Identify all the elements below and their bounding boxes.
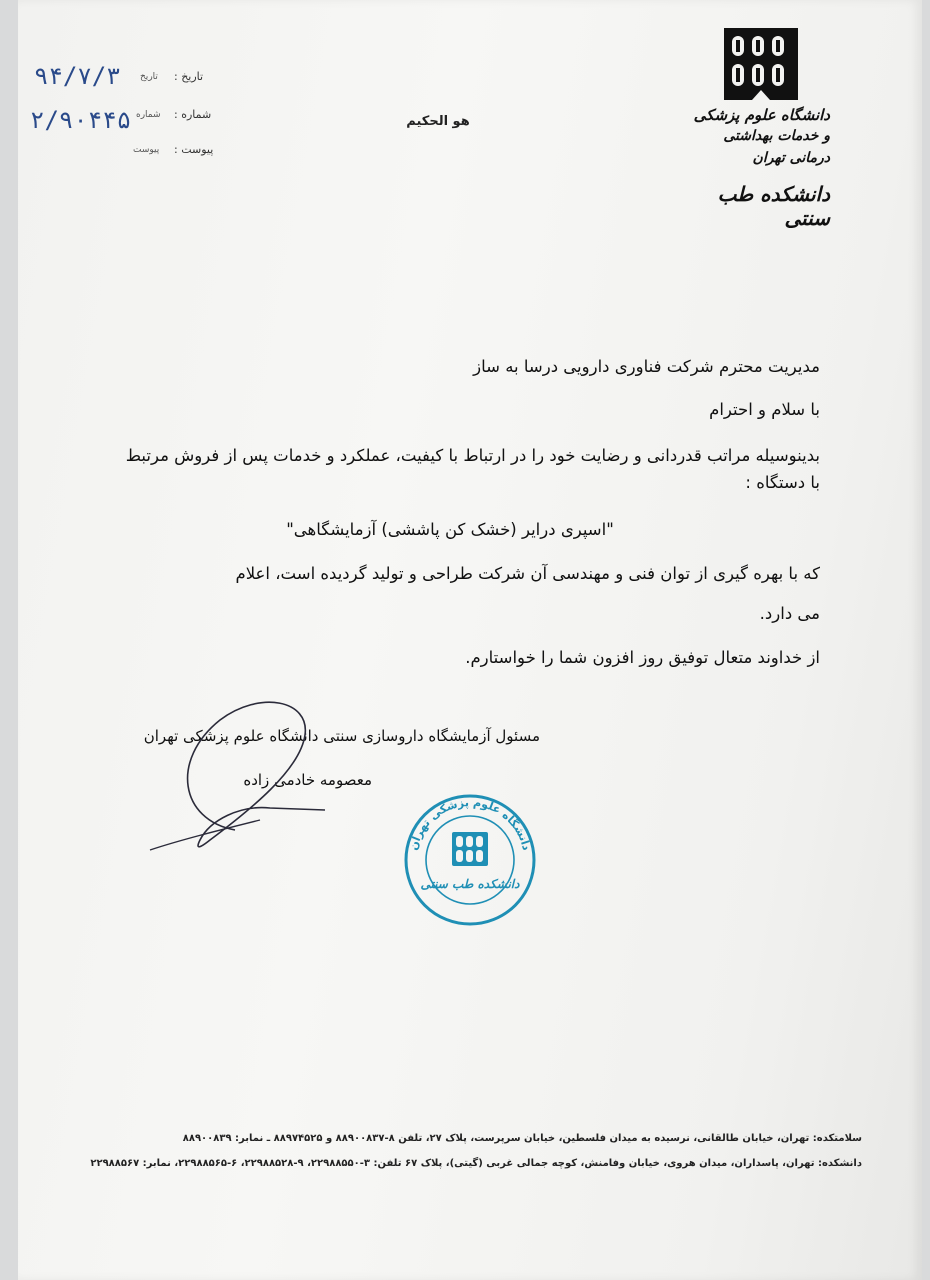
number-handwritten: ۲/۹۰۴۴۵ xyxy=(30,106,132,134)
footer-line-2: دانشکده: تهران، پاسداران، میدان هروی، خیابان وفامنش، کوچه جمالی غربی (گیتی)، پلاک ۶۷ تلفن: ۳-۲۲۹۸۸۵۵۰، ۹-۲۲۹۸۸۵۲۸، ۶-۲۲۹۸۸۵۶۵، نمابر: ۲۲۹۸۸۵۶۷ xyxy=(90,1158,862,1169)
recipient: مدیریت محترم شرکت فناوری دارویی درسا به ساز xyxy=(473,357,820,376)
paragraph-1: بدینوسیله مراتب قدردانی و رضایت خود را در ارتباط با کیفیت، عملکرد و خدمات پس از فروش مرتبط با دستگاه : xyxy=(125,446,820,492)
attachment-small-label: پیوست xyxy=(133,145,160,155)
greeting: با سلام و احترام xyxy=(709,400,820,419)
university-name-line2: و خدمات بهداشتی درمانی تهران xyxy=(723,128,830,166)
date-label: تاریخ : xyxy=(174,70,204,83)
faculty-name: دانشکده طب سنتی xyxy=(717,182,830,230)
paragraph-2-line-2: می دارد. xyxy=(759,604,820,623)
date-handwritten: ۹۴/۷/۳ xyxy=(34,62,121,90)
footer-line-1: سلامتکده: تهران، خیابان طالقانی، نرسیده به میدان فلسطین، خیابان سرپرست، پلاک ۲۷، تلفن ۸-۸۸۹۰۰۸۳۷ و ۸۸۹۷۴۵۲۵ ـ نمابر: ۸۸۹۰۰۸۳۹ xyxy=(182,1133,862,1144)
closing: از خداوند متعال توفیق روز افزون شما را خواستارم. xyxy=(465,648,820,667)
number-small-label: شماره xyxy=(136,110,161,120)
signatory-name: معصومه خادمی زاده xyxy=(243,771,372,789)
stamp-bottom-text: دانشکده طب سنتی xyxy=(420,877,520,891)
university-name-line1: دانشگاه علوم پزشکی xyxy=(693,106,830,124)
attachment-label: پیوست : xyxy=(174,143,214,156)
stamp-top-text: دانشگاه علوم پزشکی تهران xyxy=(406,795,534,852)
date-small-label: تاریخ xyxy=(140,72,158,82)
university-logo-icon xyxy=(722,26,800,102)
device-name: "اسپری درایر (خشک کن پاششی) آزمایشگاهی" xyxy=(286,520,614,539)
handwritten-signature xyxy=(140,690,340,860)
signatory-title: مسئول آزمایشگاه داروسازی سنتی دانشگاه علوم پزشکی تهران xyxy=(143,727,540,745)
official-stamp xyxy=(402,792,538,928)
basmala: هو الحکیم xyxy=(406,114,470,129)
paragraph-2-line-1: که با بهره گیری از توان فنی و مهندسی آن شرکت طراحی و تولید گردیده است، اعلام xyxy=(235,564,820,583)
number-label: شماره : xyxy=(174,108,212,121)
university-name xyxy=(690,105,830,169)
